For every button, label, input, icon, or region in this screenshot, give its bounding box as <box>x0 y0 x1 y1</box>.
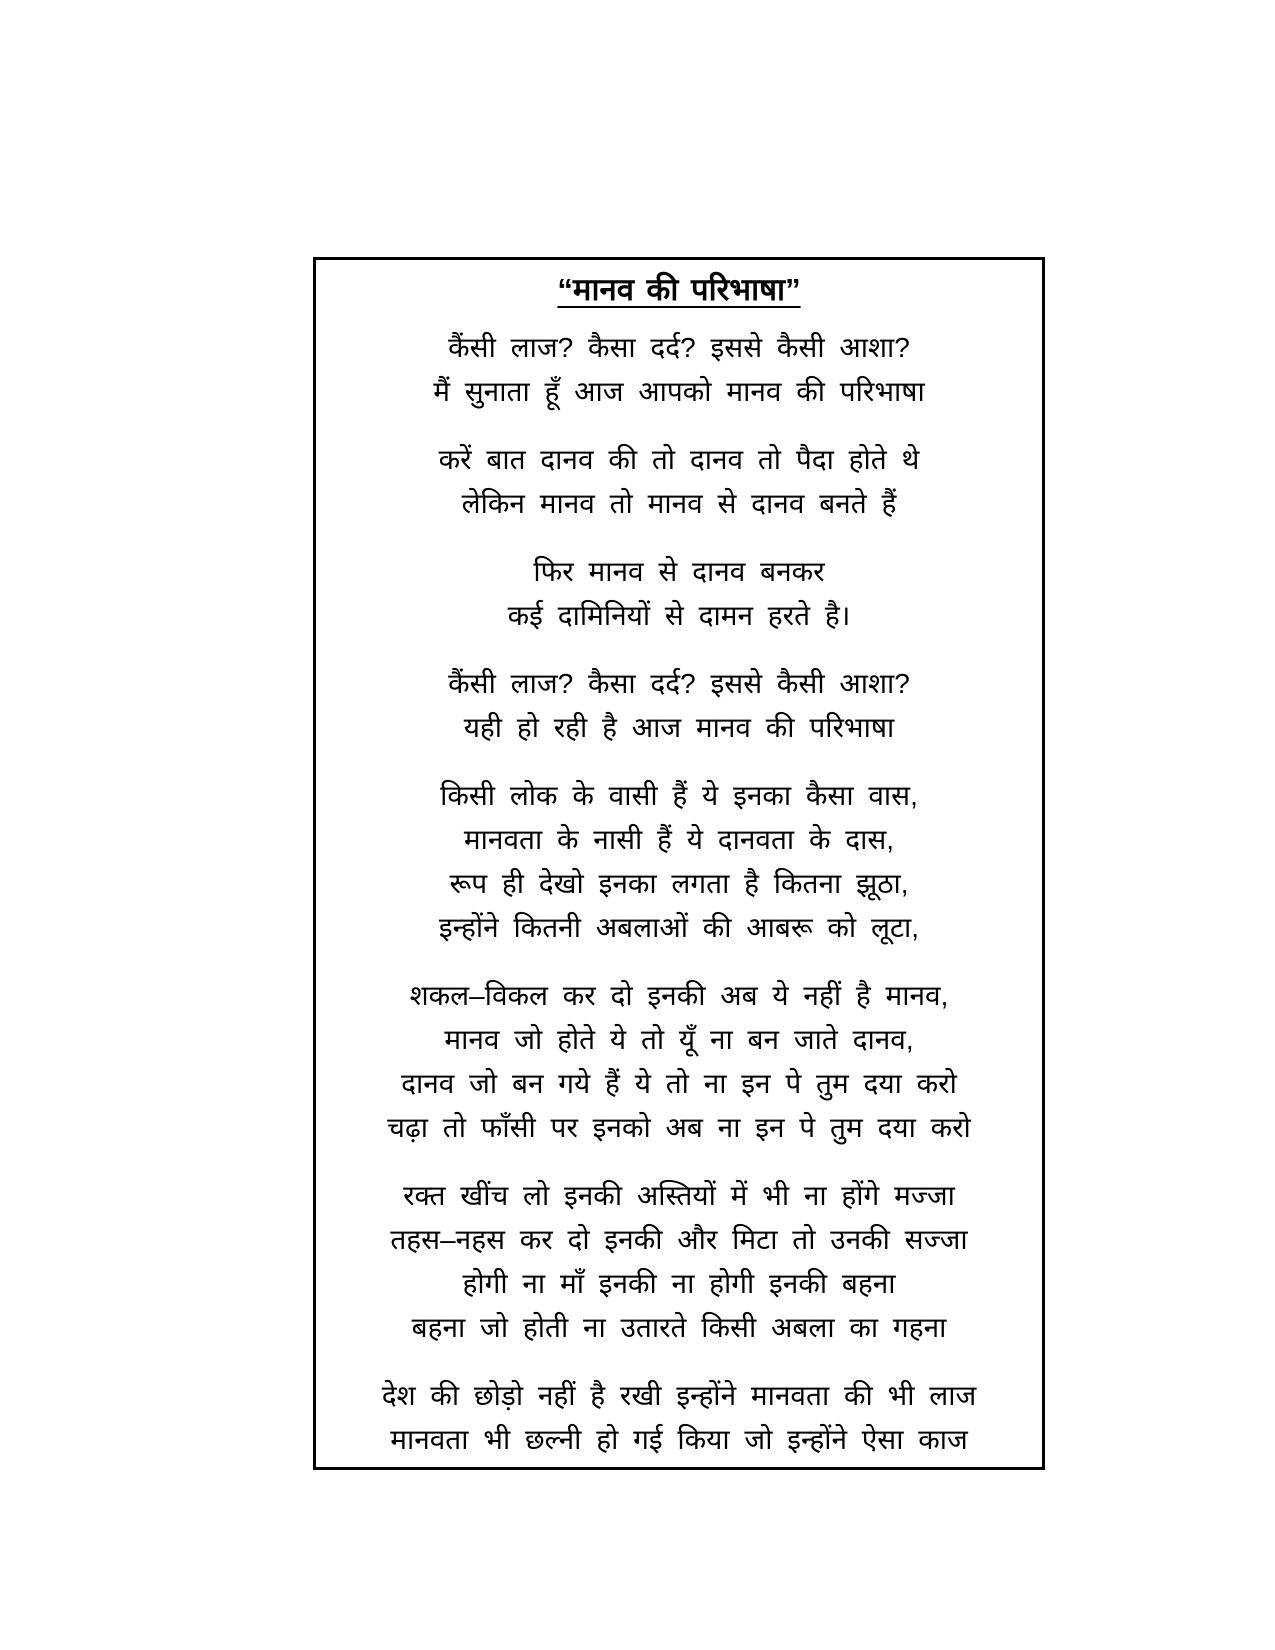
poem-line: फिर मानव से दानव बनकर <box>533 556 825 587</box>
poem-line: मानवता भी छल्नी हो गई किया जो इन्होंने ऐसा काज <box>390 1424 968 1455</box>
poem-title: “मानव की परिभाषा” <box>557 272 801 307</box>
stanza-1 <box>316 326 1042 414</box>
stanza-3 <box>316 550 1042 638</box>
poem-line: होगी ना माँ इनकी ना होगी इनकी बहना <box>462 1268 896 1299</box>
stanza-4 <box>316 662 1042 750</box>
poem-title-row <box>316 266 1042 310</box>
poem-line: रूप ही देखो इनका लगता है कितना झूठा, <box>449 868 909 899</box>
poem-line: तहस–नहस कर दो इनकी और मिटा तो उनकी सज्जा <box>390 1224 968 1255</box>
poem-line: देश की छोड़ो नहीं है रखी इन्होंने मानवता की भी लाज <box>381 1380 977 1411</box>
poem-line: यही हो रही है आज मानव की परिभाषा <box>463 712 895 743</box>
stanza-2 <box>316 438 1042 526</box>
stanza-8 <box>316 1374 1042 1462</box>
poem-line: चढ़ा तो फाँसी पर इनको अब ना इन पे तुम दया करो <box>387 1112 971 1143</box>
poem-line: कैंसी लाज? कैसा दर्द? इससे कैसी आशा? <box>448 332 910 363</box>
poem-line: इन्होंने कितनी अबलाओं की आबरू को लूटा, <box>438 912 920 943</box>
poem-line: दानव जो बन गये हैं ये तो ना इन पे तुम दया करो <box>401 1068 957 1099</box>
stanza-7 <box>316 1174 1042 1350</box>
poem-line: लेकिन मानव तो मानव से दानव बनते हैं <box>461 488 897 519</box>
poem-line: मानवता के नासी हैं ये दानवता के दास, <box>463 824 895 855</box>
stanza-6 <box>316 974 1042 1150</box>
poem-line: कई दामिनियों से दामन हरते है। <box>507 600 851 631</box>
poem-line: मानव जो होते ये तो यूँ ना बन जाते दानव, <box>444 1024 914 1055</box>
poem-line: बहना जो होती ना उतारते किसी अबला का गहना <box>411 1312 947 1343</box>
poem-line: किसी लोक के वासी हैं ये इनका कैसा वास, <box>440 780 918 811</box>
poem-line: कैंसी लाज? कैसा दर्द? इससे कैसी आशा? <box>448 668 910 699</box>
poem-border-box <box>313 257 1045 1470</box>
poem-line: मैं सुनाता हूँ आज आपको मानव की परिभाषा <box>433 376 925 407</box>
poem-line: शकल–विकल कर दो इनकी अब ये नहीं है मानव, <box>409 980 949 1011</box>
stanza-5 <box>316 774 1042 950</box>
poem-line: रक्त खींच लो इनकी अस्तियों में भी ना होंगे मज्जा <box>403 1180 955 1211</box>
poem-line: करें बात दानव की तो दानव तो पैदा होते थे <box>438 444 920 475</box>
